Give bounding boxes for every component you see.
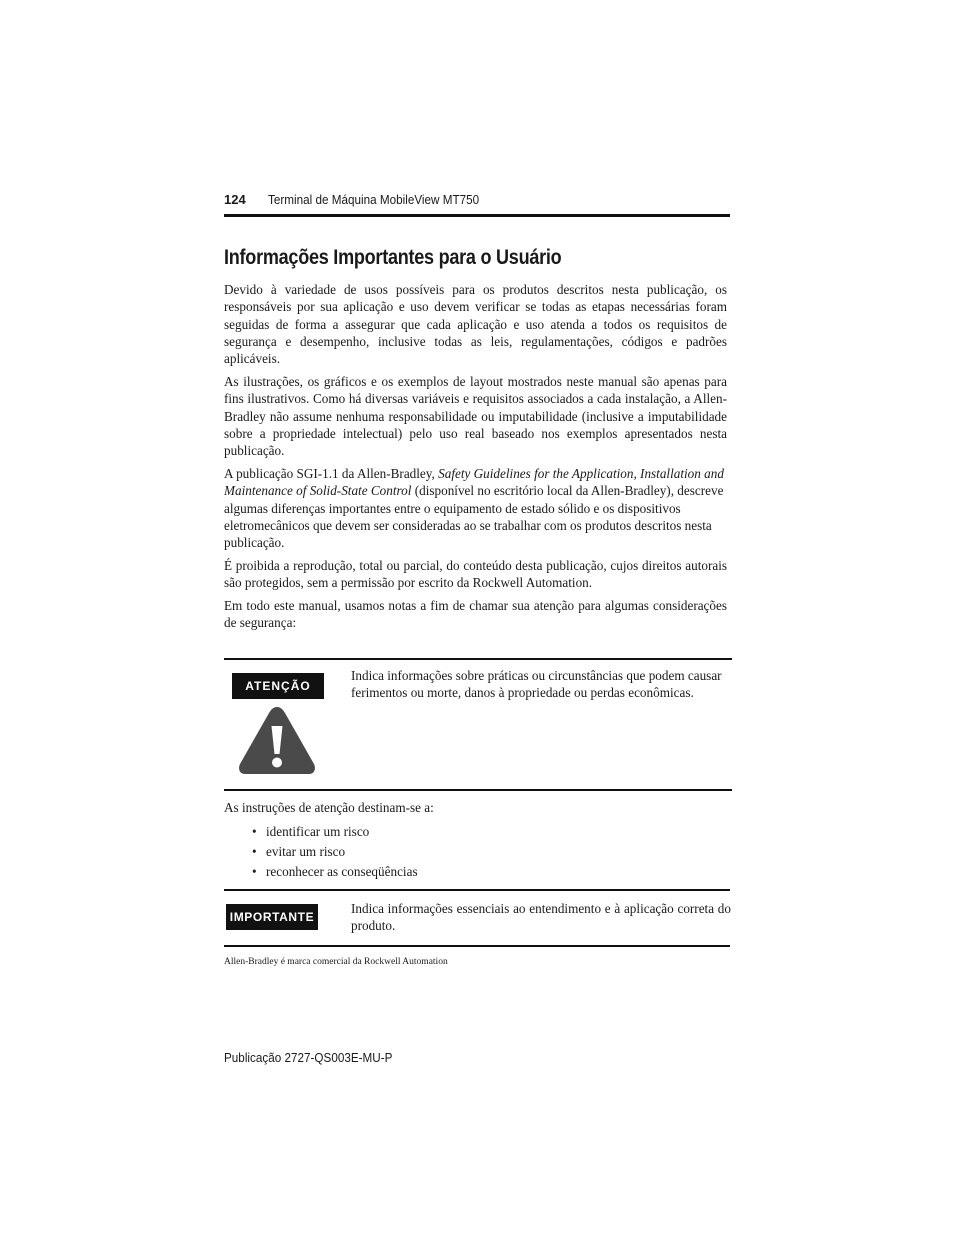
attention-list [252,822,418,882]
trademark-footnote: Allen-Bradley é marca comercial da Rockwell Automation [224,957,448,967]
attention-top-rule [224,658,732,660]
attention-bottom-rule [224,789,732,791]
list-item: • reconhecer as conseqüências [252,864,418,879]
publication-number: Publicação 2727-QS003E-MU-P [224,1050,393,1065]
attention-badge: ATENÇÃO [232,673,324,699]
important-bottom-rule [224,945,730,947]
warning-triangle-icon [237,704,317,776]
list-item: • evitar um risco [252,844,346,859]
paragraph-illustrations: As ilustrações, os gráficos e os exemplos de layout mostrados neste manual são apenas para fins ilustrativos. Como há diversas variáveis e requisitos associados a cada instalação, a Allen-Bradley não assume nenhuma responsabilidade ou imputabilidade (inclusive a imputabilidade sobre a propriedade intelectual) pelo uso real baseado nos exemplos apresentados nesta publicação. [224,373,727,459]
attention-text: Indica informações sobre práticas ou circunstâncias que podem causar ferimentos ou morte, danos à propriedade ou perdas econômicas. [351,668,722,701]
warning-exclamation-dot [272,758,282,768]
paragraph-copyright: É proibida a reprodução, total ou parcial, do conteúdo desta publicação, cujos direitos autorais são protegidos, sem a permissão por escrito da Rockwell Automation. [224,557,727,591]
paragraph-usage: Devido à variedade de usos possíveis para os produtos descritos nesta publicação, os responsáveis por sua aplicação e uso devem verificar se todas as etapas necessárias foram seguidas de forma a assegurar que cada aplicação e uso atenda a todos os requisitos de segurança e desempenho, inclusive todas as leis, regulamentações, códigos e padrões aplicáveis. [224,282,727,367]
important-badge: IMPORTANTE [226,904,318,930]
running-title: Terminal de Máquina MobileView MT750 [268,192,480,207]
paragraph-notes: Em todo este manual, usamos notas a fim de chamar sua atenção para algumas considerações de segurança: [224,598,727,631]
sgi-text-before: A publicação SGI-1.1 da Allen-Bradley, [224,465,439,481]
sgi-text-after: (disponível no escritório local da Allen-Bradley), descreve algumas diferenças importantes entre o equipamento de estado sólido e os dispositivos eletromecânicos que devem ser consideradas ao se trabalhar com os produtos descritos nesta publicação. [224,483,724,551]
section-title: Informações Importantes para o Usuário [224,246,562,269]
paragraph-sgi [224,465,727,551]
list-item: • identificar um risco [252,824,370,839]
important-top-rule [224,889,730,891]
page-number: 124 [224,192,246,207]
sgi-title-italic: Safety Guidelines for the Application, Installation and Maintenance of Solid-State Control [224,465,724,499]
body-text [224,281,727,637]
important-text: Indica informações essenciais ao entendimento e à aplicação correta do produto. [351,901,731,934]
attention-list-intro: As instruções de atenção destinam-se a: [224,800,434,815]
header-rule [224,214,730,217]
